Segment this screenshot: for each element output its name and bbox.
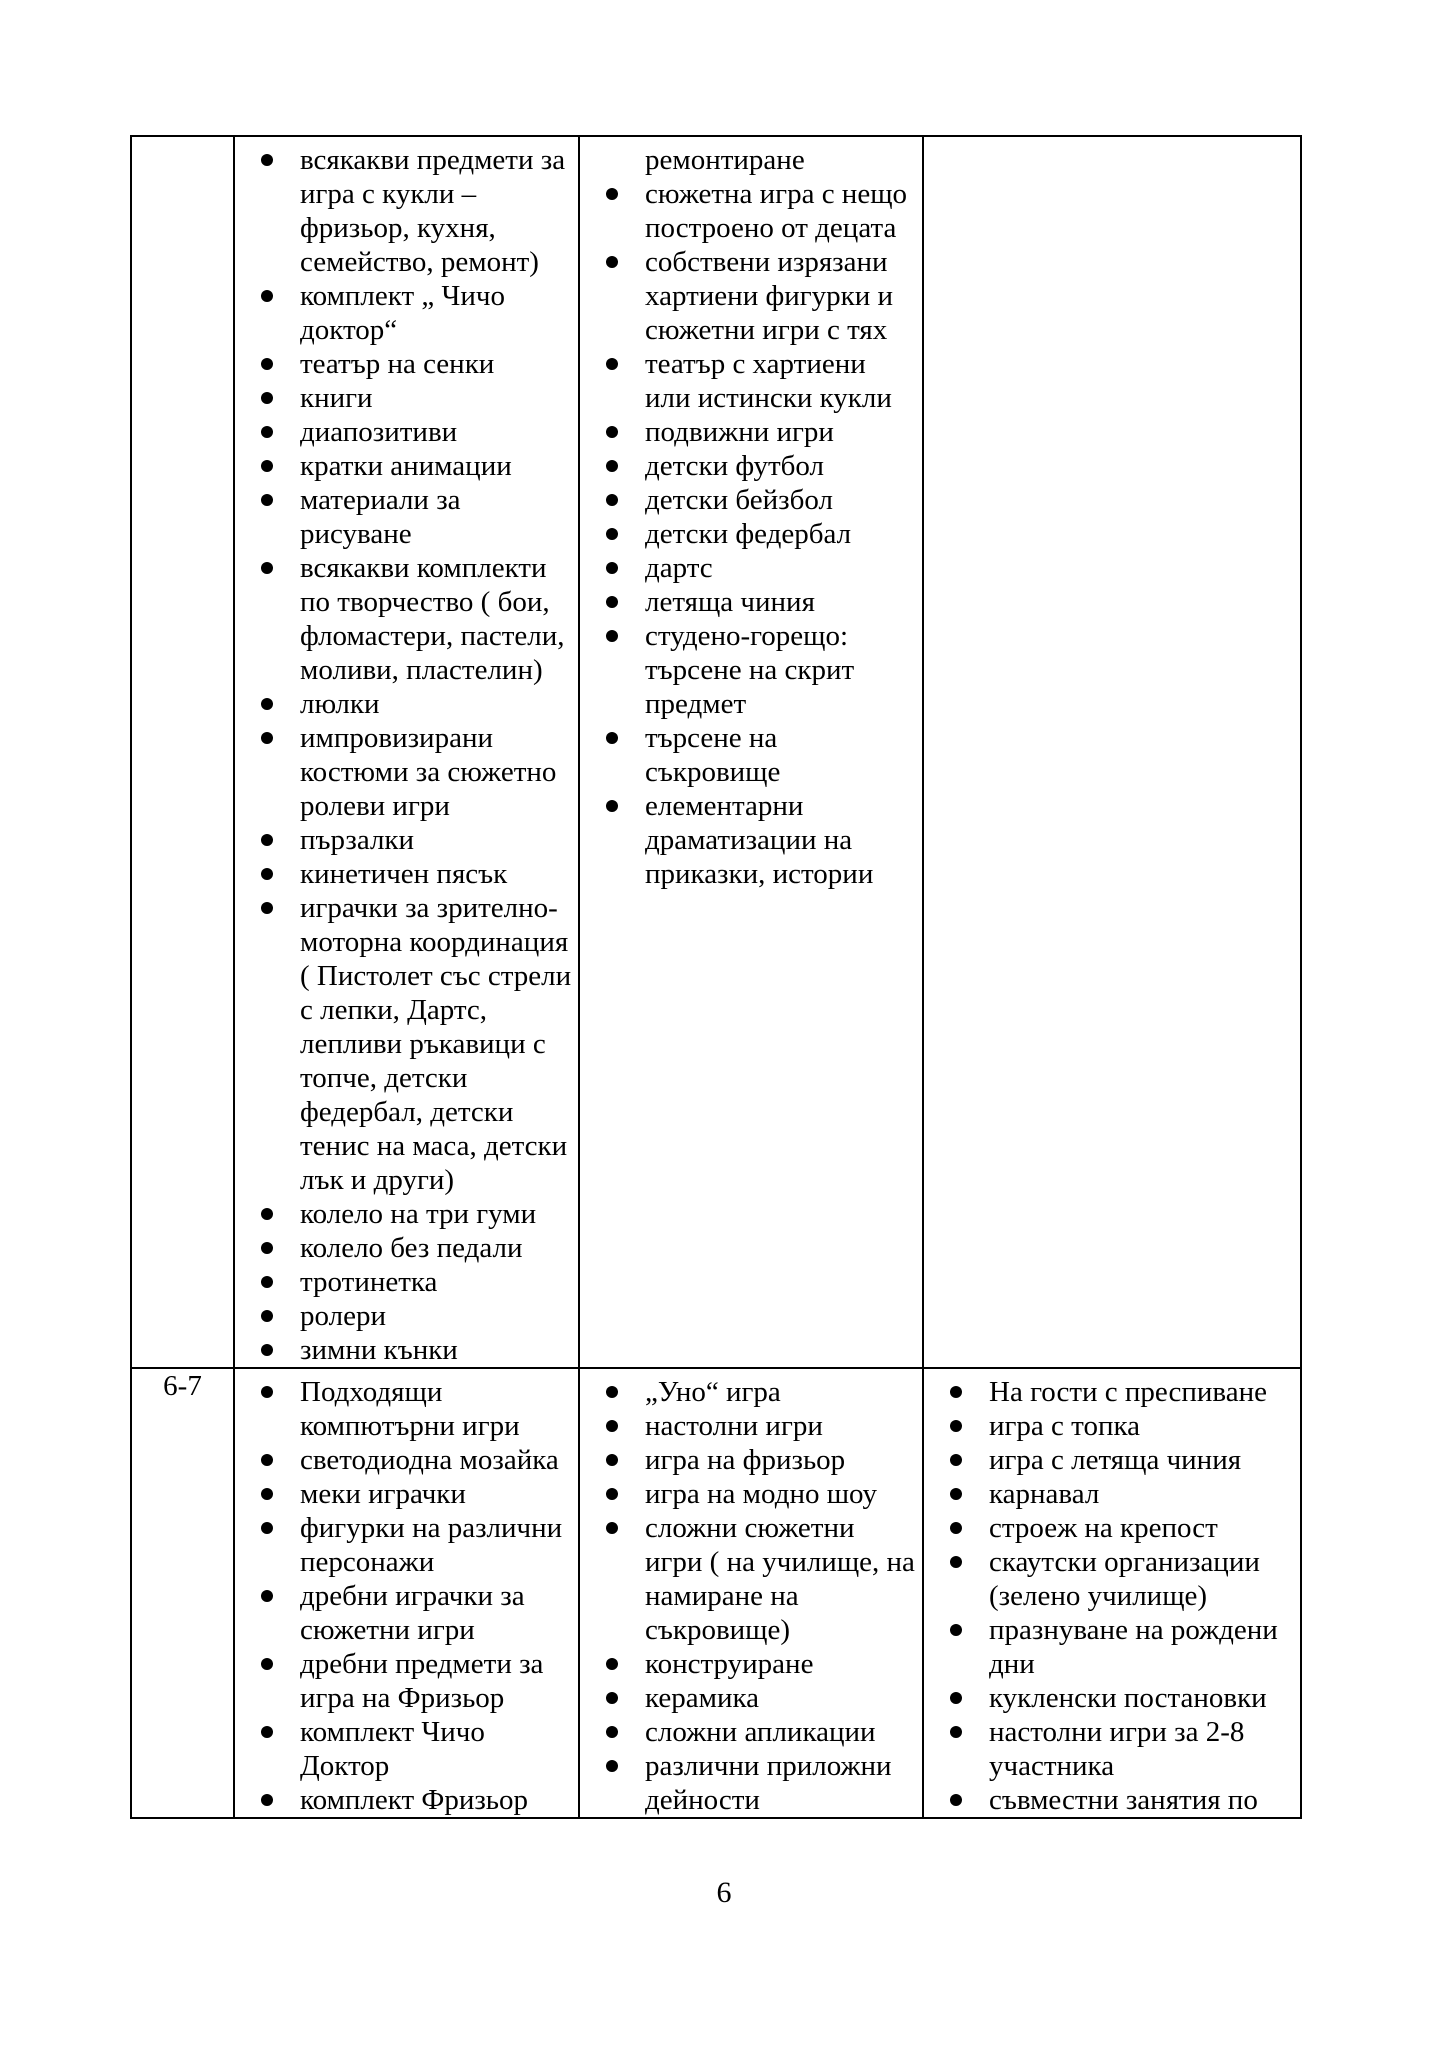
list-item: детски бейзбол — [645, 483, 918, 517]
list-item: конструиране — [645, 1647, 918, 1681]
age-cell — [131, 136, 234, 1368]
list-item: елементарни драматизации на приказки, истории — [645, 789, 918, 891]
list-item: комплект „ Чичо доктор“ — [300, 279, 574, 347]
table-cell-column-1 — [234, 136, 579, 1368]
table-cell-column-1 — [234, 1368, 579, 1818]
list-item: пързалки — [300, 823, 574, 857]
table-cell-column-3-empty — [923, 136, 1301, 1368]
bullet-list — [924, 1369, 1300, 1817]
list-item: сложни апликации — [645, 1715, 918, 1749]
table-cell-column-2 — [579, 136, 923, 1368]
bullet-list — [235, 1369, 578, 1817]
table-cell-column-3 — [923, 1368, 1301, 1818]
list-item: кратки анимации — [300, 449, 574, 483]
list-item: игра на модно шоу — [645, 1477, 918, 1511]
list-item: сложни сюжетни игри ( на училище, на намиране на съкровище) — [645, 1511, 918, 1647]
list-item: дребни предмети за игра на Фризьор — [300, 1647, 574, 1715]
list-item: студено-горещо: търсене на скрит предмет — [645, 619, 918, 721]
list-item: книги — [300, 381, 574, 415]
list-item: „Уно“ игра — [645, 1375, 918, 1409]
age-label: 6-7 — [131, 1368, 234, 1818]
list-item: сюжетна игра с нещо построено от децата — [645, 177, 918, 245]
page-number: 6 — [716, 1876, 732, 1909]
list-item: празнуване на рождени дни — [989, 1613, 1296, 1681]
bullet-list — [580, 1369, 922, 1817]
list-item: тротинетка — [300, 1265, 574, 1299]
list-item: строеж на крепост — [989, 1511, 1296, 1545]
list-item: светодиодна мозайка — [300, 1443, 574, 1477]
list-item: игра с топка — [989, 1409, 1296, 1443]
list-item: зимни кънки — [300, 1333, 574, 1367]
list-item: кинетичен пясък — [300, 857, 574, 891]
list-item: игра с летяща чиния — [989, 1443, 1296, 1477]
list-item: търсене на съкровище — [645, 721, 918, 789]
list-item: съвместни занятия по — [989, 1783, 1296, 1817]
list-item: материали за рисуване — [300, 483, 574, 551]
list-item: играчки за зрително-моторна координация ( Пистолет със стрели с лепки, Дартс, лепливи ръкавици с топче, детски федербал, детски тенис на маса, детски лък и други) — [300, 891, 574, 1197]
list-item: фигурки на различни персонажи — [300, 1511, 574, 1579]
list-item: комплект Фризьор — [300, 1783, 574, 1817]
list-item: карнавал — [989, 1477, 1296, 1511]
list-item: настолни игри — [645, 1409, 918, 1443]
list-item: детски федербал — [645, 517, 918, 551]
continuation-text: ремонтиране — [645, 144, 805, 176]
list-item: детски футбол — [645, 449, 918, 483]
table-row-age-6-7 — [131, 1368, 1301, 1818]
list-item: колело без педали — [300, 1231, 574, 1265]
list-item: подвижни игри — [645, 415, 918, 449]
list-item: меки играчки — [300, 1477, 574, 1511]
list-item: керамика — [645, 1681, 918, 1715]
list-item: импровизирани костюми за сюжетно ролеви игри — [300, 721, 574, 823]
bullet-list — [235, 137, 578, 1367]
list-item: театър с хартиени или истински кукли — [645, 347, 918, 415]
list-item: скаутски организации (зелено училище) — [989, 1545, 1296, 1613]
list-item: театър на сенки — [300, 347, 574, 381]
table-cell-column-2 — [579, 1368, 923, 1818]
activities-by-age-table — [130, 135, 1302, 1819]
list-item: люлки — [300, 687, 574, 721]
bullet-list — [580, 177, 922, 891]
list-item: кукленски постановки — [989, 1681, 1296, 1715]
list-item: всякакви предмети за игра с кукли – фризьор, кухня, семейство, ремонт) — [300, 143, 574, 279]
table-row-continuation — [131, 136, 1301, 1368]
list-item: дребни играчки за сюжетни игри — [300, 1579, 574, 1647]
list-item: игра на фризьор — [645, 1443, 918, 1477]
list-item: дартс — [645, 551, 918, 585]
list-item: комплект Чичо Доктор — [300, 1715, 574, 1783]
list-item: ролери — [300, 1299, 574, 1333]
list-item: Подходящи компютърни игри — [300, 1375, 574, 1443]
list-item: настолни игри за 2-8 участника — [989, 1715, 1296, 1783]
list-item: всякакви комплекти по творчество ( бои, фломастери, пастели, моливи, пластелин) — [300, 551, 574, 687]
list-item: летяща чиния — [645, 585, 918, 619]
list-item: собствени изрязани хартиени фигурки и сюжетни игри с тях — [645, 245, 918, 347]
list-item: На гости с преспиване — [989, 1375, 1296, 1409]
list-item: диапозитиви — [300, 415, 574, 449]
list-item: различни приложни дейности — [645, 1749, 918, 1817]
list-item: колело на три гуми — [300, 1197, 574, 1231]
